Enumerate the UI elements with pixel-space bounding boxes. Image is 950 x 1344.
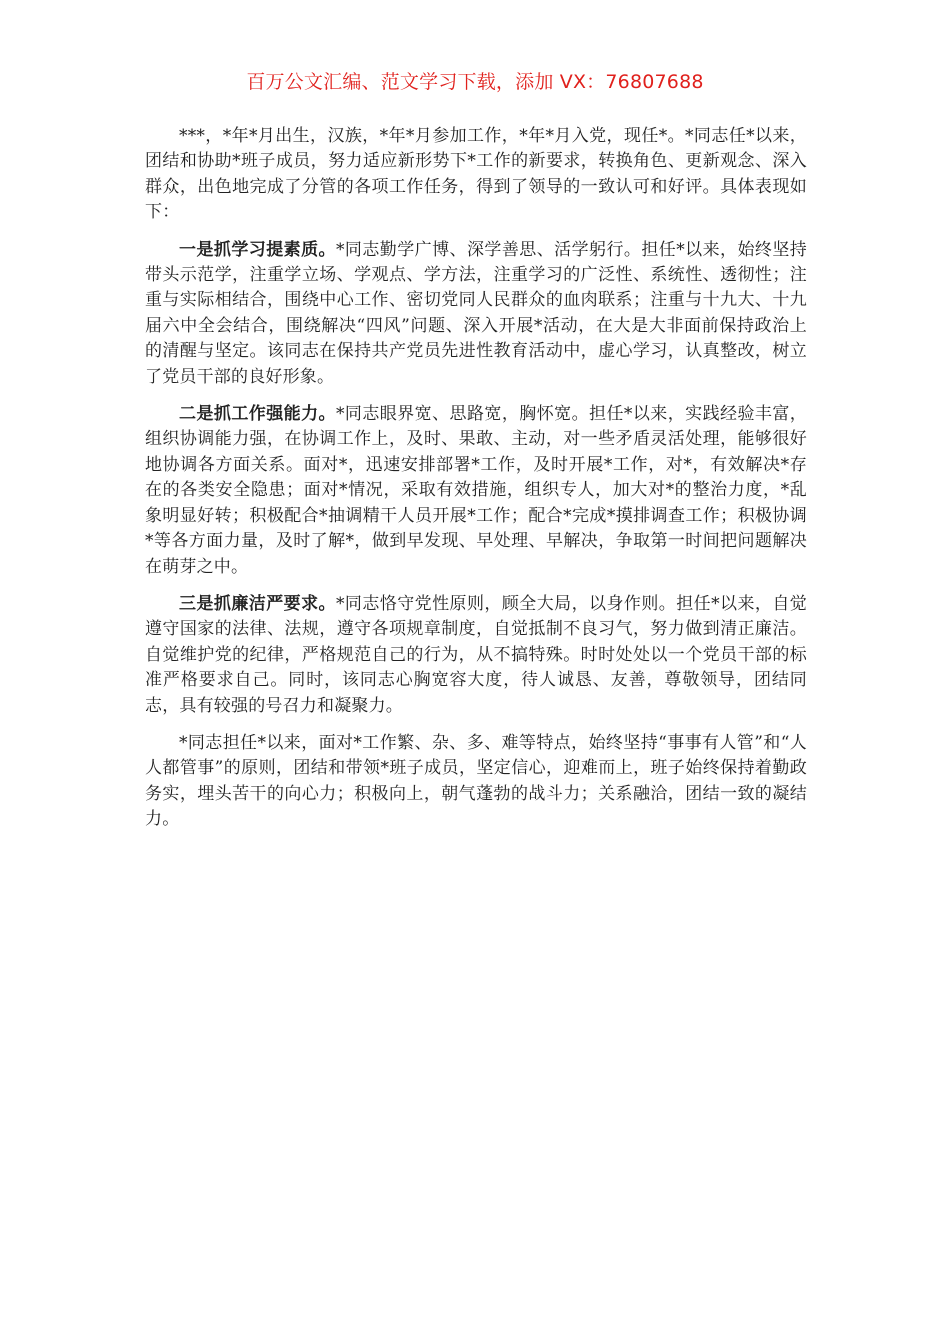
intro-paragraph: ***，*年*月出生，汉族，*年*月参加工作，*年*月入党，现任*。*同志任*以来，团结和协助*班子成员，努力适应新形势下*工作的新要求，转换角色、更新观念、深入群众，出色地完成了分管的各项工作任务，得到了领导的一致认可和好评。具体表现如下： (145, 126, 807, 223)
section-paragraph-study (145, 238, 807, 390)
closing-paragraph: *同志担任*以来，面对*工作繁、杂、多、难等特点，始终坚持“事事有人管”和“人人都管事”的原则，团结和带领*班子成员，坚定信心，迎难而上，班子始终保持着勤政务实，埋头苦干的向心力；积极向上，朝气蓬勃的战斗力；关系融洽，团结一致的凝结力。 (145, 732, 807, 830)
section-paragraph-work (145, 402, 807, 580)
section-body-work: *同志眼界宽、思路宽，胸怀宽。担任*以来，实践经验丰富，组织协调能力强，在协调工作上，及时、果敢、主动，对一些矛盾灵活处理，能够很好地协调各方面关系。面对*，迅速安排部署*工作，及时开展*工作，对*，有效解决*存在的各类安全隐患；面对*情况，采取有效措施，组织专人，加大对*的整治力度，*乱象明显好转；积极配合*抽调精干人员开展*工作；配合*完成*摸排调查工作；积极协调*等各方面力量，及时了解*，做到早发现、早处理、早解决，争取第一时间把问题解决在萌芽之中。 (145, 404, 807, 577)
header-banner: 百万公文汇编、范文学习下载，添加 VX：76807688 (246, 71, 704, 93)
document-body (145, 124, 807, 845)
section-paragraph-integrity (145, 592, 807, 719)
section-body-integrity: *同志恪守党性原则，顾全大局，以身作则。担任*以来，自觉遵守国家的法律、法规，遵守各项规章制度，自觉抵制不良习气，努力做到清正廉洁。自觉维护党的纪律，严格规范自己的行为，从不搞特殊。时时处处以一个党员干部的标准严格要求自己。同时，该同志心胸宽容大度，待人诚恳、友善，尊敬领导，团结同志，具有较强的号召力和凝聚力。 (145, 593, 807, 716)
section-heading-study: 一是抓学习提素质。 (179, 239, 336, 260)
section-heading-integrity: 三是抓廉洁严要求。 (179, 593, 336, 614)
section-heading-work: 二是抓工作强能力。 (179, 404, 336, 425)
section-body-study: *同志勤学广博、深学善思、活学躬行。担任*以来，始终坚持带头示范学，注重学立场、学观点、学方法，注重学习的广泛性、系统性、透彻性；注重与实际相结合，围绕中心工作、密切党同人民群众的血肉联系；注重与十九大、十九届六中全会结合，围绕解决“四风”问题、深入开展*活动，在大是大非面前保持政治上的清醒与坚定。该同志在保持共产党员先进性教育活动中，虚心学习，认真整改，树立了党员干部的良好形象。 (145, 239, 807, 387)
